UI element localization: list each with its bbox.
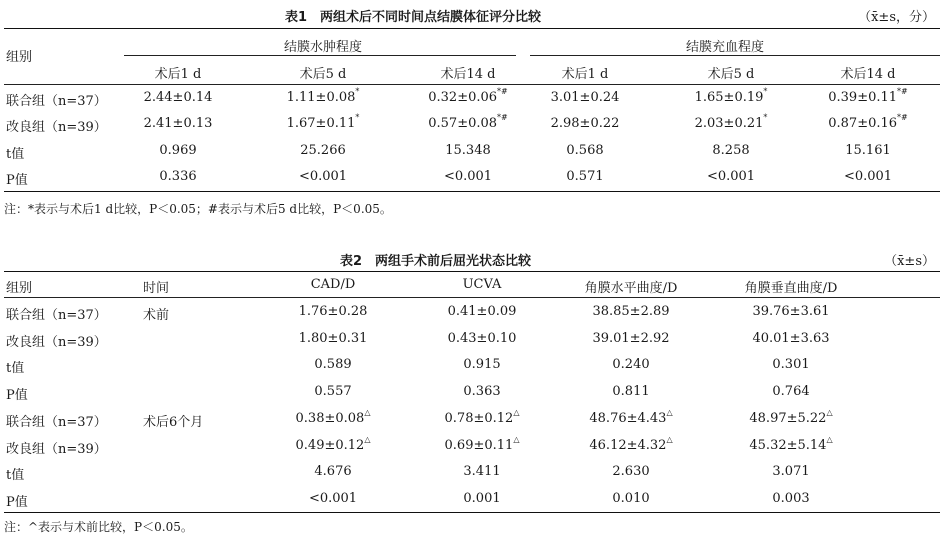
table2-cell-value: <0.001 bbox=[308, 491, 358, 506]
table2-cell-value: 46.12±4.32 bbox=[589, 438, 667, 453]
table1-cell-value: 0.568 bbox=[566, 143, 604, 158]
table1-cell-marker: *# bbox=[497, 113, 508, 122]
table2-cell bbox=[314, 357, 351, 372]
table2-cell-value: 0.78±0.12 bbox=[444, 411, 514, 426]
table2-cell-value: 48.76±4.43 bbox=[589, 411, 667, 426]
table1-cell-value: 3.01±0.24 bbox=[550, 90, 620, 105]
table1-cell-value: 1.67±0.11 bbox=[286, 116, 356, 131]
table1-cell-marker: * bbox=[763, 113, 768, 122]
table2-row-label: 改良组（n=39） bbox=[6, 335, 107, 350]
table2-cell bbox=[295, 408, 371, 426]
table1-cell bbox=[828, 113, 908, 131]
table2-col-header: CAD/D bbox=[310, 277, 356, 292]
table2-cell bbox=[463, 491, 500, 506]
table1-top-rule bbox=[4, 28, 940, 29]
table1-cell-value: <0.001 bbox=[843, 169, 893, 184]
table1-cell bbox=[828, 87, 908, 105]
table1-cell-value: 0.336 bbox=[159, 169, 197, 184]
table1-cell bbox=[428, 87, 508, 105]
table1-cell-marker: * bbox=[763, 87, 768, 96]
table1-cell-value: 0.571 bbox=[566, 169, 604, 184]
table1-cell bbox=[566, 169, 603, 184]
table2-cell-value: 39.01±2.92 bbox=[592, 331, 670, 346]
table2-cell bbox=[448, 331, 517, 346]
table1-cell bbox=[144, 90, 213, 105]
table1-col-header: 术后14 d bbox=[840, 67, 896, 82]
table2-row-label: 改良组（n=39） bbox=[6, 442, 107, 457]
table1-cell bbox=[566, 143, 603, 158]
table2-cell-value: 0.301 bbox=[772, 357, 810, 372]
table1-cell-value: 0.87±0.16 bbox=[828, 116, 898, 131]
table2-cell-value: 0.240 bbox=[612, 357, 650, 372]
table1-row-label: 改良组（n=39） bbox=[6, 120, 107, 135]
table2-cell-value: 0.915 bbox=[463, 357, 501, 372]
table2-cell-value: 0.363 bbox=[463, 384, 501, 399]
table1-caption: 表1 两组术后不同时间点结膜体征评分比较 bbox=[285, 10, 542, 25]
table2-cell-value: 3.411 bbox=[463, 464, 501, 479]
table2-col-header: 角膜垂直曲度/D bbox=[744, 281, 838, 296]
table1-cell-value: 0.39±0.11 bbox=[828, 90, 898, 105]
table1-cell-value: 2.41±0.13 bbox=[143, 116, 213, 131]
table2-cell bbox=[592, 331, 669, 346]
table2-cell bbox=[612, 491, 649, 506]
table1-cell-value: 1.65±0.19 bbox=[694, 90, 764, 105]
table1-cell bbox=[712, 143, 749, 158]
table1-cell-value: <0.001 bbox=[706, 169, 756, 184]
table2-bottom-rule bbox=[4, 512, 940, 513]
table2-cell bbox=[589, 435, 673, 453]
table1-cell-marker: * bbox=[355, 113, 360, 122]
table2-cell-value: 2.630 bbox=[612, 464, 650, 479]
table2-cell bbox=[749, 435, 833, 453]
table2-cell-value: 0.001 bbox=[463, 491, 501, 506]
table2-cell bbox=[772, 491, 809, 506]
table1-bottom-rule bbox=[4, 191, 940, 192]
table2-caption: 表2 两组手术前后屈光状态比较 bbox=[340, 254, 532, 269]
table2-row-time: 术前 bbox=[143, 308, 170, 323]
table1-cell bbox=[694, 87, 768, 105]
table1-cell-value: <0.001 bbox=[298, 169, 348, 184]
table1-cell-value: 15.161 bbox=[845, 143, 891, 158]
table2-cell bbox=[309, 491, 357, 506]
table1-row-label: t值 bbox=[6, 147, 25, 162]
table2-cell-value: 0.41±0.09 bbox=[447, 304, 517, 319]
table2-row-label: P值 bbox=[6, 388, 28, 403]
table2-cell-value: 40.01±3.63 bbox=[752, 331, 830, 346]
table1-span-header-edema: 结膜水肿程度 bbox=[283, 40, 363, 55]
table2-cell-value: 0.003 bbox=[772, 491, 810, 506]
table2-cell-value: 39.76±3.61 bbox=[752, 304, 830, 319]
table2-cell bbox=[299, 304, 368, 319]
table2-cell-value: 4.676 bbox=[314, 464, 352, 479]
table2-cell-value: 0.764 bbox=[772, 384, 810, 399]
table1-cell-value: 1.11±0.08 bbox=[286, 90, 356, 105]
table2-cell-marker: △ bbox=[513, 408, 520, 417]
table1-span-rule-left bbox=[124, 55, 516, 56]
table2-cell bbox=[448, 304, 517, 319]
table1-cell-value: 25.266 bbox=[300, 143, 346, 158]
table2-cell bbox=[752, 304, 829, 319]
table2-cell-value: 1.76±0.28 bbox=[298, 304, 368, 319]
table1-cell bbox=[299, 169, 347, 184]
table2-cell-value: 0.49±0.12 bbox=[295, 438, 365, 453]
table2-note-text: 注：^表示与术前比较，P＜0.05。 bbox=[4, 520, 193, 534]
table1-header-rule bbox=[4, 84, 940, 85]
table2-cell bbox=[444, 408, 520, 426]
table2-cell bbox=[772, 464, 809, 479]
table1-group-header: 组别 bbox=[6, 50, 33, 65]
table2-cell-value: 0.589 bbox=[314, 357, 352, 372]
table2-cell-marker: △ bbox=[513, 435, 520, 444]
table1-unit: （x̄±s，分） bbox=[858, 10, 935, 25]
table1-row-label: P值 bbox=[6, 173, 28, 188]
table2-cell bbox=[589, 408, 673, 426]
table1-cell-value: 0.969 bbox=[159, 143, 197, 158]
table1-cell bbox=[707, 169, 755, 184]
table2-cell bbox=[749, 408, 833, 426]
table2-col-header: 组别 bbox=[6, 281, 33, 296]
table1-cell bbox=[159, 169, 196, 184]
table1-cell bbox=[551, 116, 620, 131]
table1-cell bbox=[286, 87, 360, 105]
table2-cell-value: 0.557 bbox=[314, 384, 352, 399]
table1-cell-value: 8.258 bbox=[712, 143, 750, 158]
table1-cell-value: 15.348 bbox=[445, 143, 491, 158]
table1-col-header: 术后1 d bbox=[154, 67, 202, 82]
table2-cell-value: 0.811 bbox=[612, 384, 650, 399]
table2-cell bbox=[612, 464, 649, 479]
table1-note bbox=[4, 200, 392, 217]
table2-row-label: t值 bbox=[6, 361, 25, 376]
table2-cell bbox=[295, 435, 371, 453]
table1-col-header: 术后5 d bbox=[299, 67, 347, 82]
table2-cell bbox=[299, 331, 368, 346]
table1-cell bbox=[845, 143, 891, 158]
table1-row-label: 联合组（n=37） bbox=[6, 94, 107, 109]
table2-header-rule bbox=[4, 297, 940, 298]
table1-cell-value: 0.32±0.06 bbox=[428, 90, 498, 105]
table2-unit: （x̄±s） bbox=[884, 254, 935, 269]
table1-cell-marker: *# bbox=[497, 87, 508, 96]
table1-span-header-hyperemia: 结膜充血程度 bbox=[685, 40, 765, 55]
table1-cell bbox=[694, 113, 768, 131]
table1-cell-marker: * bbox=[355, 87, 360, 96]
table1-cell bbox=[844, 169, 892, 184]
table2-top-rule bbox=[4, 271, 940, 272]
table2-cell bbox=[463, 464, 500, 479]
table2-cell bbox=[772, 384, 809, 399]
table2-cell-marker: △ bbox=[364, 435, 371, 444]
table2-cell-marker: △ bbox=[826, 408, 833, 417]
table2-cell bbox=[314, 464, 351, 479]
table1-cell bbox=[551, 90, 620, 105]
table2-cell-marker: △ bbox=[364, 408, 371, 417]
table2-cell bbox=[612, 384, 649, 399]
table2-cell-marker: △ bbox=[826, 435, 833, 444]
table2-cell bbox=[463, 384, 500, 399]
table2-cell bbox=[592, 304, 669, 319]
table2-col-header: UCVA bbox=[462, 277, 502, 292]
table2-col-header: 时间 bbox=[143, 281, 170, 296]
table2-cell-marker: △ bbox=[666, 435, 673, 444]
table2-note bbox=[4, 518, 193, 535]
table2-cell bbox=[463, 357, 500, 372]
table1-cell-value: 2.03±0.21 bbox=[694, 116, 764, 131]
table2-cell-value: 45.32±5.14 bbox=[749, 438, 827, 453]
table2-row-label: P值 bbox=[6, 495, 28, 510]
table1-cell bbox=[428, 113, 508, 131]
table2-row-label: t值 bbox=[6, 468, 25, 483]
table2-row-time: 术后6个月 bbox=[143, 415, 204, 430]
table2-cell bbox=[314, 384, 351, 399]
table2-col-header: 角膜水平曲度/D bbox=[584, 281, 678, 296]
table1-cell-marker: *# bbox=[897, 87, 908, 96]
table1-cell bbox=[445, 143, 491, 158]
table2-cell-value: 38.85±2.89 bbox=[592, 304, 670, 319]
table1-col-header: 术后5 d bbox=[707, 67, 755, 82]
table1-cell bbox=[159, 143, 196, 158]
table1-cell-marker: *# bbox=[897, 113, 908, 122]
table2-cell-value: 0.43±0.10 bbox=[447, 331, 517, 346]
table2-cell-value: 0.69±0.11 bbox=[444, 438, 514, 453]
table1-cell-value: 0.57±0.08 bbox=[428, 116, 498, 131]
table2-cell-value: 0.010 bbox=[612, 491, 650, 506]
table1-cell bbox=[300, 143, 346, 158]
table2-cell bbox=[752, 331, 829, 346]
table1-cell-value: 2.98±0.22 bbox=[550, 116, 620, 131]
table2-cell-value: 3.071 bbox=[772, 464, 810, 479]
table1-col-header: 术后14 d bbox=[440, 67, 496, 82]
table1-cell-value: 2.44±0.14 bbox=[143, 90, 213, 105]
table2-cell bbox=[444, 435, 520, 453]
table2-row-label: 联合组（n=37） bbox=[6, 308, 107, 323]
table1-cell bbox=[286, 113, 360, 131]
table2-cell bbox=[772, 357, 809, 372]
table1-note-text: 注：*表示与术后1 d比较，P＜0.05；#表示与术后5 d比较，P＜0.05。 bbox=[4, 202, 392, 216]
table1-cell bbox=[144, 116, 213, 131]
table2-cell-value: 48.97±5.22 bbox=[749, 411, 827, 426]
table2-cell-value: 1.80±0.31 bbox=[298, 331, 368, 346]
table2-cell-marker: △ bbox=[666, 408, 673, 417]
table2-cell-value: 0.38±0.08 bbox=[295, 411, 365, 426]
table1-cell bbox=[444, 169, 492, 184]
table1-col-header: 术后1 d bbox=[561, 67, 609, 82]
table2-cell bbox=[612, 357, 649, 372]
table1-cell-value: <0.001 bbox=[443, 169, 493, 184]
table2-row-label: 联合组（n=37） bbox=[6, 415, 107, 430]
table1-span-rule-right bbox=[530, 55, 940, 56]
